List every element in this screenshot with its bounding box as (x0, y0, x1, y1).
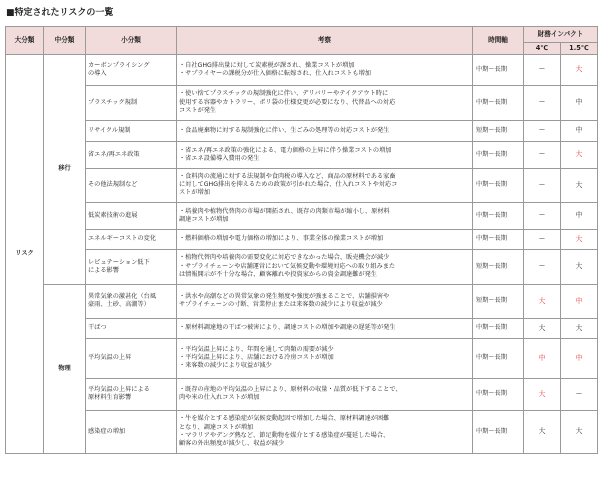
time-axis-cell: 中期～長期 (473, 229, 524, 249)
consideration-cell (177, 284, 473, 318)
impact-4c-cell: ー (524, 120, 561, 141)
time-axis-cell: 中期～長期 (473, 338, 524, 378)
table-row (6, 338, 598, 378)
impact-4c-cell: 大 (524, 284, 561, 318)
table-row (6, 85, 598, 120)
time-axis-cell: 短期～長期 (473, 120, 524, 141)
risk-table-body (6, 54, 598, 453)
consideration-text: となり、調達コストが増加 (179, 423, 254, 431)
minor-category-text: レピュテーション低下 (88, 258, 150, 266)
consideration-text: ・来客数の減少により収益が減少 (179, 362, 272, 370)
header-scenario-4c: 4℃ (524, 43, 561, 55)
consideration-text: ・食料肉の流通に対する法規制や食肉税の導入など、商品の原材料である家畜 (179, 172, 396, 180)
impact-15c-cell: 中 (561, 338, 598, 378)
time-axis-cell: 中期～長期 (473, 168, 524, 202)
middle-category-cell: 移行 (44, 54, 86, 284)
consideration-cell (177, 229, 473, 249)
minor-category-text: の導入 (88, 69, 107, 77)
minor-category-cell (86, 120, 177, 141)
major-category-cell: リスク (6, 54, 44, 453)
minor-category-text: その他法規制など (88, 181, 138, 189)
consideration-text: ・省エネ/再エネ政策の強化による、電力価格の上昇に伴う操業コストの増加 (179, 146, 392, 154)
impact-15c-cell: 中 (561, 202, 598, 229)
time-axis-cell: 中期～長期 (473, 410, 524, 453)
consideration-text: ・サプライヤーの課税分が仕入価格に転嫁され、仕入れコストも増加 (179, 69, 371, 77)
minor-category-cell (86, 338, 177, 378)
consideration-cell (177, 85, 473, 120)
impact-4c-cell: ー (524, 249, 561, 284)
minor-category-cell (86, 202, 177, 229)
consideration-text: ストが増加 (179, 189, 210, 197)
header-major: 大分類 (6, 27, 44, 55)
table-row (6, 120, 598, 141)
time-axis-cell: 中期～長期 (473, 202, 524, 229)
minor-category-text: カーボンプライシング (88, 61, 150, 69)
header-financial-impact: 財務インパクト (524, 27, 598, 43)
consideration-text: 調達コストが増加 (179, 215, 229, 223)
consideration-cell (177, 141, 473, 168)
minor-category-text: 異常気象の激甚化（台風 (88, 293, 157, 300)
impact-4c-cell: ー (524, 54, 561, 85)
impact-15c-cell: ー (561, 378, 598, 410)
impact-15c-cell: 大 (561, 168, 598, 202)
impact-4c-cell: 中 (524, 338, 561, 378)
impact-4c-cell: 大 (524, 318, 561, 338)
impact-15c-cell: 大 (561, 249, 598, 284)
header-middle: 中分類 (44, 27, 86, 55)
minor-category-text: による影響 (88, 266, 119, 274)
impact-4c-cell: 大 (524, 410, 561, 453)
consideration-text: に対してGHG排出を抑えるための政策が引かれた場合、仕入れコストや対応コ (179, 181, 398, 189)
time-axis-cell: 中期～長期 (473, 54, 524, 85)
impact-15c-cell: 大 (561, 410, 598, 453)
consideration-text: ・使い捨てプラスチックの規制強化に伴い、デリバリーやテイクアウト時に (179, 90, 389, 98)
impact-4c-cell: ー (524, 229, 561, 249)
impact-15c-cell: 中 (561, 284, 598, 318)
consideration-cell (177, 318, 473, 338)
consideration-text: ・省エネ設備導入費用の発生 (179, 154, 260, 162)
consideration-text: 使用する容器やカトラリー、ポリ袋の仕様変更が必要になり、代替品への対応 (179, 98, 396, 106)
consideration-cell (177, 410, 473, 453)
time-axis-cell: 中期～長期 (473, 378, 524, 410)
impact-15c-cell: 中 (561, 85, 598, 120)
consideration-cell (177, 54, 473, 85)
page-title: ■特定されたリスクの一覧 (6, 8, 114, 18)
table-row (6, 141, 598, 168)
consideration-text: ・平均気温上昇により、年間を通して肉類の需要が減少 (179, 345, 334, 353)
impact-4c-cell: ー (524, 85, 561, 120)
table-row (6, 249, 598, 284)
table-row (6, 229, 598, 249)
impact-15c-cell: 大 (561, 141, 598, 168)
minor-category-cell (86, 284, 177, 318)
consideration-cell (177, 168, 473, 202)
time-axis-cell: 短期～長期 (473, 284, 524, 318)
header-scenario-15c: 1.5℃ (561, 43, 598, 55)
impact-15c-cell: 中 (561, 120, 598, 141)
consideration-text: 顧客の外出頻度が減少し、収益が減少 (179, 439, 285, 447)
consideration-text: ・既存の産地の平均気温の上昇により、原材料の収量・品質が低下することで、 (179, 386, 402, 393)
consideration-cell (177, 120, 473, 141)
impact-15c-cell: 大 (561, 229, 598, 249)
time-axis-cell: 中期～長期 (473, 85, 524, 120)
minor-category-cell (86, 318, 177, 338)
table-row (6, 378, 598, 410)
time-axis-cell: 中期～長期 (473, 141, 524, 168)
consideration-text: ・平均気温上昇により、店舗における冷房コストが増加 (179, 354, 334, 362)
impact-4c-cell: 大 (524, 378, 561, 410)
minor-category-text: 省エネ/再エネ政策 (88, 150, 140, 158)
minor-category-text: 平均気温の上昇 (88, 354, 132, 362)
time-axis-cell: 中期～長期 (473, 318, 524, 338)
minor-category-cell (86, 168, 177, 202)
consideration-cell (177, 378, 473, 410)
consideration-text: ・サプライチェーンや店舗運営において気候変動や環境対応への取り組みまた (179, 262, 396, 270)
impact-15c-cell: 大 (561, 54, 598, 85)
minor-category-cell (86, 378, 177, 410)
consideration-cell (177, 338, 473, 378)
header-minor: 小分類 (86, 27, 177, 55)
consideration-cell (177, 202, 473, 229)
consideration-text: ・植物代替肉や培養肉の需要変化に対応できなかった場合、販売機会が減少 (179, 254, 390, 262)
time-axis-cell: 短期～長期 (473, 249, 524, 284)
consideration-text: ・自社GHG排出量に対して炭素税が課され、操業コストが増加 (179, 61, 355, 69)
consideration-text: 肉や米の仕入れコストが増加 (179, 394, 260, 402)
minor-category-text: 干ばつ (88, 324, 107, 332)
minor-category-cell (86, 249, 177, 284)
consideration-cell (177, 249, 473, 284)
minor-category-cell (86, 141, 177, 168)
minor-category-text: リサイクル規制 (88, 126, 131, 134)
minor-category-text: 平均気温の上昇による (88, 386, 150, 393)
minor-category-text: 原材料生育影響 (88, 394, 132, 402)
consideration-text: コストが発生 (179, 106, 217, 114)
minor-category-text: エネルギーコストの変化 (88, 235, 157, 243)
header-consideration: 考察 (177, 27, 473, 55)
consideration-text: ・食品廃棄物に対する規制強化に伴い、生ごみの処理等の対応コストが発生 (179, 126, 390, 134)
impact-15c-cell: 大 (561, 318, 598, 338)
impact-4c-cell: ー (524, 168, 561, 202)
table-row (6, 318, 598, 338)
consideration-text: ・燃料価格の増加や電力価格の増加により、事業全体の操業コストが増加 (179, 235, 384, 243)
minor-category-text: 感染症の増加 (88, 427, 126, 435)
minor-category-text: プラスチック規制 (88, 98, 138, 106)
table-row (6, 284, 598, 318)
table-row (6, 54, 598, 85)
impact-4c-cell: ー (524, 141, 561, 168)
table-row (6, 202, 598, 229)
consideration-text: ・牛を媒介とする感染症が気候変動起因で増加した場合、原材料調達が困難 (179, 415, 390, 423)
consideration-text: ・原材料調達地の干ばつ被害により、調達コストの増加や調達の遅延等が発生 (179, 324, 396, 332)
consideration-text: サプライチェーンの寸断、営業停止または来客数の減少により収益が減少 (179, 301, 383, 309)
risk-table (5, 26, 598, 454)
minor-category-text: 低炭素技術の進展 (88, 211, 138, 219)
consideration-text: ・培養肉や植物代替肉の市場が開拓され、既存の肉類市場が縮小し、原材料 (179, 207, 390, 215)
table-row (6, 168, 598, 202)
impact-4c-cell: ー (524, 202, 561, 229)
minor-category-cell (86, 54, 177, 85)
consideration-text: ・マラリアやデング熱など、節足動物を媒介とする感染症が蔓延した場合、 (179, 431, 390, 439)
consideration-text: ・洪水や高潮などの異常気象の発生頻度や強度が強まることで、店舗損害や (179, 293, 390, 300)
header-time-axis: 時間軸 (473, 27, 524, 55)
minor-category-cell (86, 229, 177, 249)
table-row (6, 410, 598, 453)
middle-category-cell: 物理 (44, 284, 86, 453)
minor-category-cell (86, 410, 177, 453)
minor-category-text: 豪雨、土砂、高潮等） (88, 301, 150, 309)
consideration-text: は情報開示が不十分な場合、顧客離れや投資家からの資金調達難が発生 (179, 270, 377, 278)
minor-category-cell (86, 85, 177, 120)
